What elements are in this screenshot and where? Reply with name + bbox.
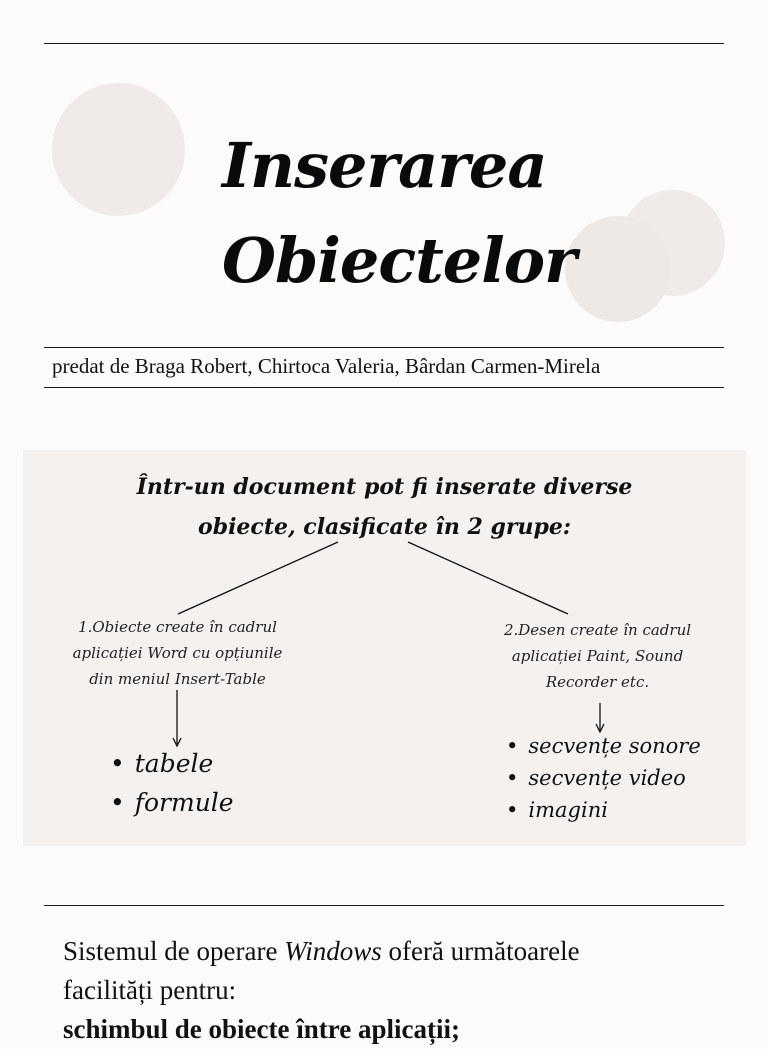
list-item: • secvențe video: [506, 762, 701, 794]
title-line-1: Inserarea: [222, 129, 547, 202]
footer-text-part: oferă următoarele: [381, 936, 580, 966]
footer-line-3: schimbul de obiecte între aplicații;: [63, 1014, 460, 1044]
diagram-intro: [23, 467, 746, 547]
top-divider: [44, 43, 724, 44]
group-1-line-1: 1.Obiecte create în cadrul: [78, 618, 277, 636]
intro-line-2: obiecte, clasificate în 2 grupe:: [198, 514, 571, 540]
footer-text-windows: Windows: [284, 936, 382, 966]
group-1-line-2: aplicației Word cu opțiunile: [72, 644, 283, 662]
group-2-description: [470, 617, 725, 695]
section-divider: [44, 905, 724, 906]
group-2-line-2: aplicației Paint, Sound: [511, 647, 684, 665]
intro-line-1: Într-un document pot fi inserate diverse: [136, 474, 633, 500]
authors-top-divider: [44, 347, 724, 348]
authors-line: predat de Braga Robert, Chirtoca Valeria, Bârdan Carmen-Mirela: [52, 354, 601, 378]
footer-line-2: facilități pentru:: [63, 975, 237, 1005]
list-item: • secvențe sonore: [506, 730, 701, 762]
list-item: • formule: [110, 783, 234, 822]
footer-text-part: Sistemul de operare: [63, 936, 285, 966]
group-2-list: [506, 730, 701, 826]
page-title: [222, 118, 642, 308]
group-1-line-3: din meniul Insert-Table: [89, 670, 266, 688]
group-1-description: [40, 614, 315, 692]
list-item: • imagini: [506, 794, 701, 826]
footer-line-1: [63, 932, 743, 971]
group-2-line-1: 2.Desen create în cadrul: [503, 621, 692, 639]
group-1-list: [110, 744, 234, 822]
decor-circle-left: [52, 83, 185, 216]
authors-bottom-divider: [44, 387, 724, 388]
title-line-2: Obiectelor: [222, 224, 576, 297]
group-2-line-3: Recorder etc.: [545, 673, 650, 691]
list-item: • tabele: [110, 744, 234, 783]
footer-paragraph: [63, 932, 743, 1049]
